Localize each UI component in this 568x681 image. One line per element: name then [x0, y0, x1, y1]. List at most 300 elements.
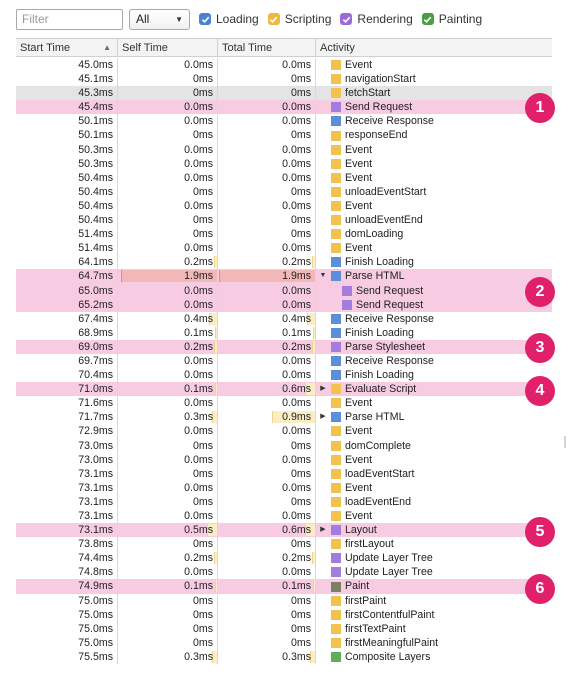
category-swatch-icon [331, 159, 341, 169]
activity-cell [316, 622, 552, 636]
start-time-cell [16, 594, 118, 608]
time-value: 0.0ms [184, 425, 213, 438]
time-value: 74.4ms [78, 552, 113, 565]
category-swatch-icon [331, 511, 341, 521]
self-time-cell [118, 298, 218, 312]
total-time-cell [218, 481, 316, 495]
start-time-cell [16, 312, 118, 326]
total-time-cell [218, 58, 316, 72]
table-row[interactable] [16, 298, 552, 312]
expand-right-icon[interactable]: ▶ [320, 413, 326, 421]
table-row[interactable] [16, 594, 552, 608]
total-time-cell [218, 269, 316, 283]
table-row[interactable] [16, 326, 552, 340]
start-time-cell [16, 467, 118, 481]
start-time-cell [16, 199, 118, 213]
time-value: 1.9ms [184, 270, 213, 283]
category-rendering[interactable] [340, 12, 412, 26]
total-time-cell [218, 453, 316, 467]
activity-cell [316, 523, 552, 537]
table-row[interactable] [16, 382, 552, 396]
time-value: 0.2ms [282, 340, 311, 353]
table-row[interactable] [16, 650, 552, 664]
category-swatch-icon [331, 652, 341, 662]
activity-label: firstLayout [345, 538, 394, 551]
time-bar [312, 256, 315, 268]
self-time-cell [118, 72, 218, 86]
time-value: 0.2ms [184, 340, 213, 353]
category-swatch-icon [331, 116, 341, 126]
time-value: 0ms [192, 185, 213, 198]
table-row[interactable] [16, 157, 552, 171]
expand-right-icon[interactable]: ▶ [320, 385, 326, 393]
activity-cell [316, 100, 552, 114]
total-time-cell [218, 157, 316, 171]
time-value: 0.0ms [184, 298, 213, 311]
category-label: Loading [216, 12, 259, 26]
total-time-cell [218, 326, 316, 340]
time-value: 0.0ms [184, 199, 213, 212]
activity-cell [316, 255, 552, 269]
activity-cell [316, 565, 552, 579]
time-value: 71.6ms [78, 397, 113, 410]
time-value: 0ms [290, 439, 311, 452]
column-header-self-time[interactable]: Self Time [118, 39, 218, 57]
expand-right-icon[interactable]: ▶ [320, 526, 326, 534]
activity-cell [316, 114, 552, 128]
total-time-cell [218, 284, 316, 298]
activity-cell [316, 537, 552, 551]
column-header-start-time[interactable]: Start Time ▲ [16, 39, 118, 57]
time-value: 71.0ms [78, 383, 113, 396]
category-swatch-icon [331, 441, 341, 451]
total-time-cell [218, 396, 316, 410]
time-value: 0.1ms [282, 580, 311, 593]
category-swatch-icon [331, 60, 341, 70]
time-value: 0ms [290, 185, 311, 198]
time-value: 0.0ms [282, 453, 311, 466]
category-swatch-icon [331, 173, 341, 183]
activity-label: loadEventStart [345, 467, 415, 480]
total-time-cell [218, 636, 316, 650]
table-row[interactable] [16, 467, 552, 481]
total-time-cell [218, 171, 316, 185]
check-icon[interactable] [268, 13, 280, 25]
table-row[interactable] [16, 537, 552, 551]
annotation-badge: 3 [525, 333, 555, 363]
table-row[interactable] [16, 509, 552, 523]
time-value: 0.0ms [184, 354, 213, 367]
time-value: 0.0ms [282, 101, 311, 114]
time-value: 0.1ms [282, 326, 311, 339]
time-bar [215, 327, 217, 339]
start-time-cell [16, 340, 118, 354]
table-row[interactable] [16, 340, 552, 354]
activity-label: Finish Loading [345, 256, 414, 269]
total-time-cell [218, 650, 316, 664]
table-row[interactable] [16, 255, 552, 269]
category-swatch-icon [331, 314, 341, 324]
start-time-cell [16, 495, 118, 509]
category-swatch-icon [331, 370, 341, 380]
category-swatch-icon [331, 596, 341, 606]
table-row[interactable] [16, 551, 552, 565]
time-value: 0ms [192, 608, 213, 621]
total-time-cell [218, 354, 316, 368]
table-row[interactable] [16, 199, 552, 213]
self-time-cell [118, 171, 218, 185]
total-time-cell [218, 86, 316, 100]
start-time-cell [16, 439, 118, 453]
table-row[interactable] [16, 579, 552, 593]
activity-cell [316, 551, 552, 565]
start-time-cell [16, 114, 118, 128]
activity-cell [316, 410, 552, 424]
total-time-cell [218, 594, 316, 608]
start-time-cell [16, 523, 118, 537]
activity-label: Event [345, 171, 373, 184]
time-value: 0.5ms [184, 524, 213, 537]
start-time-cell [16, 171, 118, 185]
time-value: 0.0ms [282, 354, 311, 367]
time-value: 0.0ms [282, 242, 311, 255]
category-scripting[interactable] [268, 12, 332, 26]
category-swatch-icon [331, 342, 341, 352]
check-icon[interactable] [199, 13, 211, 25]
self-time-cell [118, 396, 218, 410]
total-time-cell [218, 213, 316, 227]
table-row[interactable] [16, 312, 552, 326]
time-value: 50.1ms [78, 115, 113, 128]
time-value: 0.3ms [282, 650, 311, 663]
time-bar [214, 341, 217, 353]
time-value: 0ms [290, 129, 311, 142]
category-swatch-icon [342, 286, 352, 296]
time-value: 75.5ms [78, 650, 113, 663]
table-row[interactable] [16, 100, 552, 114]
expand-down-icon[interactable]: ▼ [319, 272, 327, 280]
table-row[interactable] [16, 227, 552, 241]
start-time-cell [16, 368, 118, 382]
time-value: 0.6ms [282, 383, 311, 396]
activity-cell [316, 382, 552, 396]
table-row[interactable] [16, 368, 552, 382]
time-value: 45.0ms [78, 59, 113, 71]
total-time-cell [218, 382, 316, 396]
activity-label: Send Request [356, 284, 424, 297]
activity-cell [316, 269, 552, 283]
table-row[interactable] [16, 284, 552, 298]
total-time-cell [218, 72, 316, 86]
start-time-cell [16, 326, 118, 340]
activity-cell [316, 368, 552, 382]
self-time-cell [118, 100, 218, 114]
activity-cell [316, 199, 552, 213]
activity-label: Parse HTML [345, 411, 405, 424]
time-value: 0ms [192, 439, 213, 452]
category-swatch-icon [331, 469, 341, 479]
table-row[interactable] [16, 636, 552, 650]
table-row[interactable] [16, 241, 552, 255]
category-label: Painting [438, 12, 483, 26]
activity-cell [316, 509, 552, 523]
scrollbar-marker [564, 436, 566, 448]
category-label: Rendering [357, 12, 413, 26]
time-value: 0.0ms [282, 143, 311, 156]
self-time-cell [118, 565, 218, 579]
time-value: 0.3ms [184, 650, 213, 663]
time-value: 50.4ms [78, 171, 113, 184]
table-row[interactable] [16, 622, 552, 636]
activity-cell [316, 481, 552, 495]
time-value: 0ms [290, 73, 311, 86]
time-value: 73.0ms [78, 453, 113, 466]
self-time-cell [118, 354, 218, 368]
table-row[interactable] [16, 453, 552, 467]
time-value: 1.9ms [282, 270, 311, 283]
total-time-cell [218, 199, 316, 213]
time-value: 0.9ms [282, 411, 311, 424]
time-value: 0ms [290, 228, 311, 241]
category-swatch-icon [331, 610, 341, 620]
time-value: 0.2ms [184, 552, 213, 565]
time-value: 64.7ms [78, 270, 113, 283]
time-value: 0.1ms [184, 383, 213, 396]
time-value: 0.0ms [282, 115, 311, 128]
self-time-cell [118, 199, 218, 213]
table-row[interactable] [16, 213, 552, 227]
self-time-cell [118, 467, 218, 481]
start-time-cell [16, 608, 118, 622]
category-swatch-icon [331, 384, 341, 394]
table-row[interactable] [16, 185, 552, 199]
time-value: 0ms [290, 594, 311, 607]
activity-label: Event [345, 481, 373, 494]
activity-label: firstMeaningfulPaint [345, 636, 439, 649]
self-time-cell [118, 594, 218, 608]
self-time-cell [118, 382, 218, 396]
total-time-cell [218, 100, 316, 114]
total-time-cell [218, 340, 316, 354]
table-row[interactable] [16, 128, 552, 142]
self-time-cell [118, 143, 218, 157]
toolbar [0, 0, 568, 38]
self-time-cell [118, 284, 218, 298]
start-time-cell [16, 86, 118, 100]
check-icon[interactable] [340, 13, 352, 25]
total-time-cell [218, 312, 316, 326]
category-swatch-icon [331, 328, 341, 338]
table-row[interactable] [16, 269, 552, 283]
time-value: 75.0ms [78, 594, 113, 607]
total-time-cell [218, 424, 316, 438]
time-value: 51.4ms [78, 228, 113, 241]
activity-cell [316, 171, 552, 185]
time-value: 50.4ms [78, 214, 113, 227]
activity-cell [316, 185, 552, 199]
activity-cell [316, 608, 552, 622]
start-time-cell [16, 269, 118, 283]
activity-label: unloadEventStart [345, 185, 427, 198]
time-value: 0.0ms [184, 453, 213, 466]
table-row[interactable] [16, 114, 552, 128]
time-value: 0.0ms [184, 157, 213, 170]
start-time-cell [16, 410, 118, 424]
category-swatch-icon [331, 356, 341, 366]
filter-input[interactable] [16, 9, 123, 30]
time-value: 50.3ms [78, 143, 113, 156]
annotation-badge: 1 [525, 93, 555, 123]
table-row[interactable] [16, 608, 552, 622]
table-row[interactable] [16, 565, 552, 579]
category-swatch-icon [331, 553, 341, 563]
activity-cell [316, 227, 552, 241]
time-value: 0.0ms [282, 369, 311, 382]
category-swatch-icon [331, 497, 341, 507]
category-swatch-icon [331, 229, 341, 239]
total-time-cell [218, 410, 316, 424]
time-value: 71.7ms [78, 411, 113, 424]
category-painting[interactable] [422, 12, 482, 26]
table-row[interactable] [16, 58, 552, 72]
activity-label: Event [345, 397, 373, 410]
check-icon[interactable] [422, 13, 434, 25]
activity-label: Update Layer Tree [345, 552, 433, 565]
self-time-cell [118, 537, 218, 551]
total-time-cell [218, 551, 316, 565]
time-value: 73.0ms [78, 439, 113, 452]
table-row[interactable] [16, 495, 552, 509]
start-time-cell [16, 213, 118, 227]
time-value: 72.9ms [78, 425, 113, 438]
time-value: 0ms [192, 228, 213, 241]
table-row[interactable] [16, 410, 552, 424]
self-time-cell [118, 340, 218, 354]
table-row[interactable] [16, 354, 552, 368]
self-time-cell [118, 255, 218, 269]
activity-cell [316, 284, 552, 298]
time-value: 0.0ms [184, 242, 213, 255]
time-value: 50.4ms [78, 185, 113, 198]
time-value: 73.1ms [78, 467, 113, 480]
category-swatch-icon [331, 483, 341, 493]
column-header-total-time[interactable]: Total Time [218, 39, 316, 57]
time-value: 73.1ms [78, 495, 113, 508]
self-time-cell [118, 213, 218, 227]
activity-cell [316, 650, 552, 664]
table-row[interactable] [16, 143, 552, 157]
table-row[interactable] [16, 439, 552, 453]
time-value: 50.3ms [78, 157, 113, 170]
time-value: 0.0ms [184, 171, 213, 184]
table-row[interactable] [16, 171, 552, 185]
category-swatch-icon [331, 257, 341, 267]
start-time-cell [16, 354, 118, 368]
time-value: 0.0ms [184, 101, 213, 114]
start-time-cell [16, 58, 118, 72]
table-row[interactable] [16, 396, 552, 410]
time-value: 0.0ms [184, 566, 213, 579]
start-time-cell [16, 100, 118, 114]
total-time-cell [218, 439, 316, 453]
time-value: 0ms [290, 538, 311, 551]
self-time-cell [118, 481, 218, 495]
time-value: 45.3ms [78, 87, 113, 100]
time-value: 75.0ms [78, 622, 113, 635]
time-value: 0.4ms [282, 312, 311, 325]
self-time-cell [118, 86, 218, 100]
time-bar [215, 383, 217, 395]
total-time-cell [218, 622, 316, 636]
self-time-cell [118, 650, 218, 664]
time-value: 75.0ms [78, 636, 113, 649]
self-time-cell [118, 241, 218, 255]
time-value: 0.4ms [184, 312, 213, 325]
total-time-cell [218, 241, 316, 255]
time-value: 0ms [192, 538, 213, 551]
activity-label: loadEventEnd [345, 495, 411, 508]
activity-cell [316, 58, 552, 72]
table-row[interactable] [16, 481, 552, 495]
activity-cell [316, 354, 552, 368]
time-value: 0ms [290, 214, 311, 227]
time-value: 0.0ms [184, 369, 213, 382]
table-row[interactable] [16, 86, 552, 100]
activity-cell [316, 579, 552, 593]
category-swatch-icon [331, 426, 341, 436]
start-time-cell [16, 298, 118, 312]
activity-cell [316, 143, 552, 157]
total-time-cell [218, 298, 316, 312]
start-time-cell [16, 128, 118, 142]
table-body [16, 58, 552, 664]
category-loading[interactable] [199, 12, 259, 26]
activity-label: Finish Loading [345, 369, 414, 382]
activity-label: Layout [345, 524, 377, 537]
table-row[interactable] [16, 72, 552, 86]
time-value: 0.0ms [282, 566, 311, 579]
self-time-cell [118, 509, 218, 523]
table-row[interactable] [16, 424, 552, 438]
total-time-cell [218, 143, 316, 157]
self-time-cell [118, 551, 218, 565]
time-value: 0ms [192, 129, 213, 142]
category-swatch-icon [331, 187, 341, 197]
start-time-cell [16, 157, 118, 171]
time-value: 0.0ms [282, 425, 311, 438]
group-by-select[interactable] [129, 9, 190, 30]
total-time-cell [218, 128, 316, 142]
column-header-activity[interactable]: Activity [320, 42, 355, 54]
table-header [16, 39, 552, 57]
category-swatch-icon [331, 582, 341, 592]
annotation-badge: 5 [525, 517, 555, 547]
activity-label: Event [345, 143, 373, 156]
table-row[interactable] [16, 523, 552, 537]
total-time-cell [218, 537, 316, 551]
time-bar [215, 580, 217, 592]
category-swatch-icon [331, 567, 341, 577]
time-value: 73.1ms [78, 510, 113, 522]
time-value: 0.0ms [184, 143, 213, 156]
start-time-cell [16, 241, 118, 255]
time-value: 0.1ms [184, 580, 213, 593]
time-value: 0ms [290, 608, 311, 621]
activity-label: Receive Response [345, 354, 434, 367]
activity-label: firstTextPaint [345, 622, 406, 635]
activity-label: domLoading [345, 228, 404, 241]
time-value: 69.0ms [78, 340, 113, 353]
